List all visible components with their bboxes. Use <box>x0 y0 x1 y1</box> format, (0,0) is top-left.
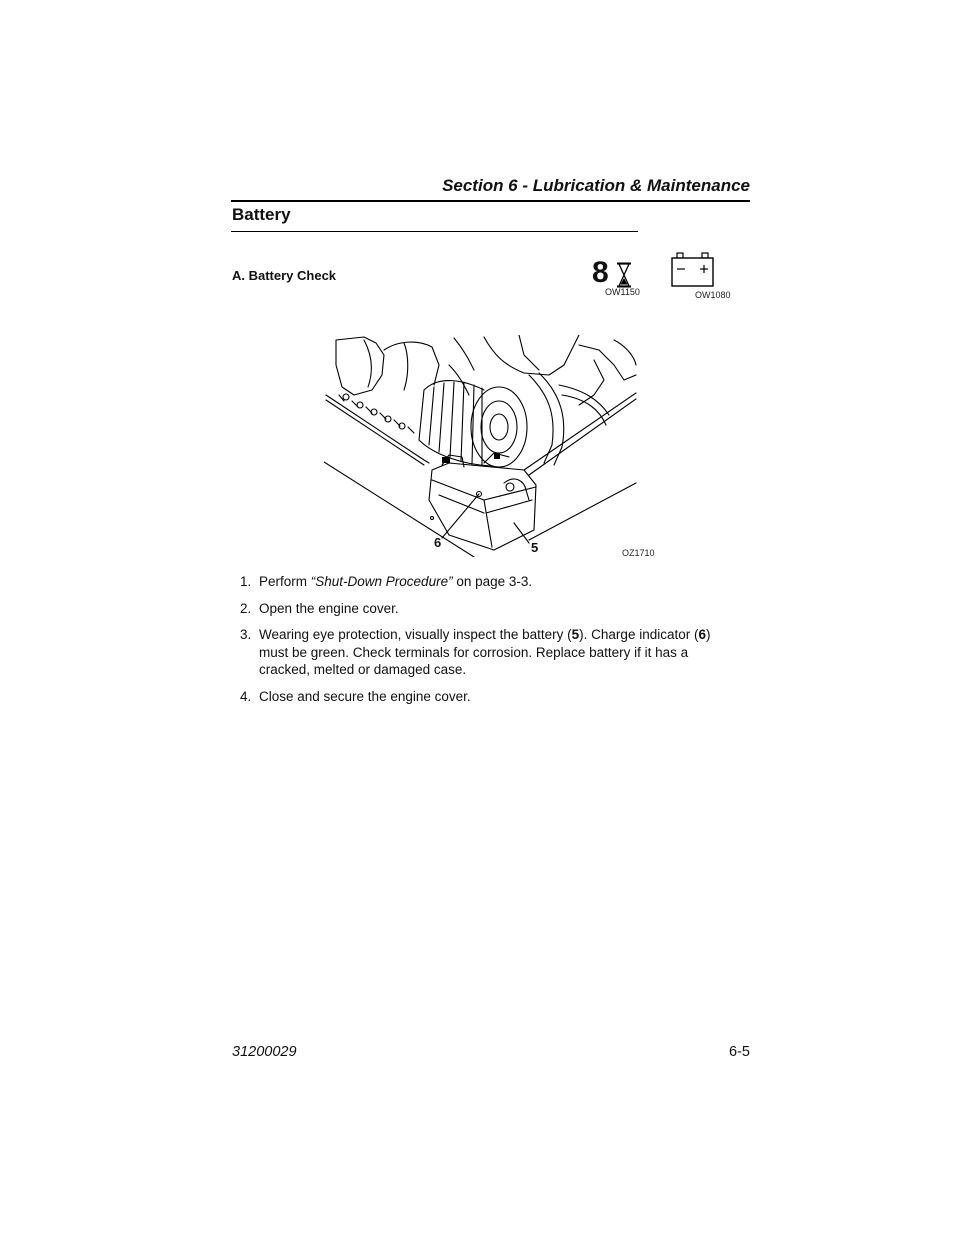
step-text: Wearing eye protection, visually inspect the battery ( <box>259 627 572 642</box>
document-number: 31200029 <box>232 1044 297 1060</box>
step-text: ) must be green. Check terminals for corrosion. Replace battery if it has a cracked, melted or damaged case. <box>259 627 711 677</box>
step-item <box>232 600 737 618</box>
step-number: 4. <box>240 688 252 704</box>
procedure-reference: “Shut-Down Procedure” <box>310 574 453 589</box>
step-text: ). Charge indicator ( <box>579 627 699 642</box>
hourglass-icon <box>615 262 633 288</box>
step-text: Close and secure the engine cover. <box>259 688 471 704</box>
engine-battery-illustration <box>324 335 638 557</box>
procedure-steps <box>232 573 737 714</box>
callout-battery: 5 <box>531 540 539 555</box>
figure-code: OZ1710 <box>622 548 655 558</box>
battery-icon <box>671 252 715 288</box>
step-text: Perform <box>259 574 311 589</box>
step-callout-ref: 6 <box>698 627 706 642</box>
step-text: on page 3-3. <box>452 574 533 589</box>
step-number: 2. <box>240 600 252 616</box>
step-item <box>232 626 737 679</box>
step-item <box>232 688 737 706</box>
step-callout-ref: 5 <box>571 627 580 642</box>
interval-icon-code: OW1150 <box>605 287 640 297</box>
section-header: Section 6 - Lubrication & Maintenance <box>442 176 750 195</box>
interval-number: 8 <box>592 256 609 289</box>
page-number: 6-5 <box>729 1044 750 1060</box>
step-text: Open the engine cover. <box>259 600 399 616</box>
title-rule <box>231 231 638 232</box>
page-title: Battery <box>232 205 291 224</box>
header-rule <box>231 200 750 202</box>
subheading: A. Battery Check <box>232 268 337 283</box>
callout-charge-indicator: 6 <box>434 535 442 550</box>
battery-icon-code: OW1080 <box>695 290 731 300</box>
step-item <box>232 573 737 591</box>
step-number: 3. <box>240 627 252 642</box>
step-number: 1. <box>240 574 252 589</box>
